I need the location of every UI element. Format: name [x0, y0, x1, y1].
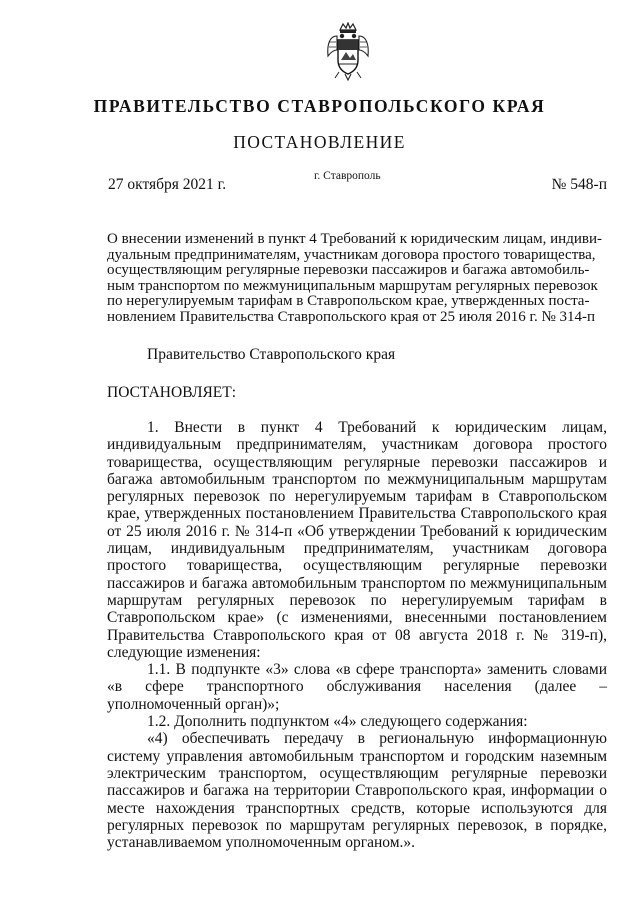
resolve-heading: ПОСТАНОВЛЯЕТ: — [107, 384, 237, 401]
subject-line: ным транспортом по межмуниципальным маршрутам регулярных перевозок — [107, 277, 598, 294]
paragraph-1-1: 1.1. В подпункте «3» слова «в сфере транспорта» заменить словами «в сфере транспортного обслуживания населения (далее – уполномоченный орган)»; — [107, 661, 607, 713]
paragraph-quote: «4) обеспечивать передачу в региональную информационную систему управления автомобильным транспортом и городским наземным электрическим транспортом, осуществляющим регулярные перевозки пассажиров и багажа на территории Ставропольского края, информации о месте нахождения транспортных средств, которые используются для регулярных перевозок по маршрутам регулярных перевозок, в порядке, устанавливаемом уполномоченным органом.». — [107, 730, 607, 852]
subject-line: О внесении изменений в пункт 4 Требований к юридическим лицам, индиви- — [107, 231, 602, 247]
subject-line: дуальным предпринимателям, участникам договора простого товарищества, — [107, 246, 596, 263]
document-date: 27 октября 2021 г. — [108, 176, 227, 193]
document-city: г. Ставрополь — [314, 170, 381, 182]
document-type: ПОСТАНОВЛЕНИЕ — [233, 132, 406, 152]
subject-line: новлением Правительства Ставропольского края от 25 июля 2016 г. № 314-п — [107, 308, 596, 325]
intro-line: Правительство Ставропольского края — [147, 346, 396, 363]
coat-of-arms-icon — [325, 22, 371, 84]
document-body — [107, 419, 607, 851]
subject-line: по нерегулируемым тарифам в Ставропольском крае, утвержденных поста- — [107, 293, 590, 310]
subject-line: осуществляющим регулярные перевозки пассажиров и багажа автомобиль- — [107, 262, 590, 279]
document-subject — [107, 232, 607, 326]
paragraph-1: 1. Внести в пункт 4 Требований к юридическим лицам, индивидуальным предпринимателям, участникам договора простого товарищества, осуществляющим регулярные перевозки пассажиров и багажа автомобильным транспортом по межмуниципальным маршрутам регулярных перевозок по нерегулируемым тарифам в Ставропольском крае, утвержденных постановлением Правительства Ставропольского края от 25 июля 2016 г. № 314-п «Об утверждении Требований к юридическим лицам, индивидуальным предпринимателям, участникам договора простого товарищества, осуществляющим регулярные перевозки пассажиров и багажа автомобильным транспортом по межмуниципальным маршрутам регулярных перевозок по нерегулируемым тарифам в Ставропольском крае» (с изменениями, внесенными постановлением Правительства Ставропольского края от 08 августа 2018 г. № 319-п), следующие изменения: — [107, 419, 607, 661]
paragraph-1-2: 1.2. Дополнить подпунктом «4» следующего содержания: — [147, 713, 528, 731]
organization-title: ПРАВИТЕЛЬСТВО СТАВРОПОЛЬСКОГО КРАЯ — [93, 96, 546, 116]
document-number: № 548-п — [551, 176, 607, 193]
